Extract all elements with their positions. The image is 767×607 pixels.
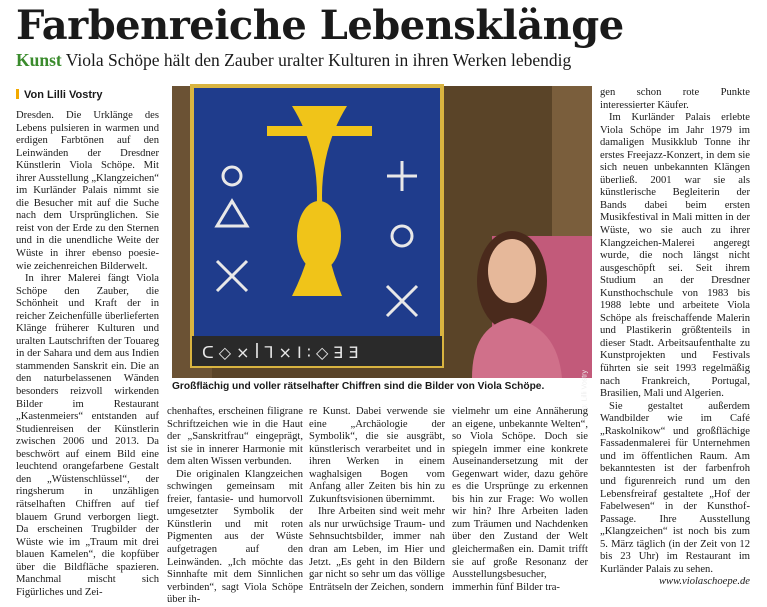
- subheadline: [16, 48, 761, 72]
- photo-caption: Großflächig und voller rätselhafter Chiffren sind die Bilder von Viola Schöpe.: [172, 381, 545, 392]
- article-column-2: [167, 406, 303, 606]
- article-column-1: [16, 110, 159, 598]
- article-column-4: [452, 406, 588, 593]
- painting-glyphs: ᑕ ◇ × ꟾ ⅂ × ꓲ ∶ ◇ ꓱ Ǝ: [202, 343, 359, 362]
- paragraph: chenhaftes, erscheinen filigrane Schriftzeichen wie in die Haut der „Sanskritfrau“ eingeprägt, ist sie in innerer Harmonie mit dem alten Wissen verbunden.: [167, 406, 303, 468]
- byline: [16, 88, 102, 102]
- article-column-5: [600, 87, 750, 588]
- kicker: Kunst: [16, 50, 62, 70]
- paragraph: Sie gestaltet außerdem Wandbilder wie im Café „Raskolnikow“ und großflächige Fassadenmalerei für Unternehmen und im öffentlichen Raum. Am bekanntesten ist der farbenfroh und figurenreich rund um den Lebensfreiraf gestaltete „Hof der Fabelwesen“ in der Kunsthof-Passage. Ihre Ausstellung „Klangzeichen“ ist noch bis zum 5. März täglich (in der Zeit von 12 bis 23 Uhr) im Restaurant im Kurländer Palais zu sehen.: [600, 400, 750, 575]
- paragraph: Die originalen Klangzeichen schwingen gemeinsam mit freier, fantasie- und humorvoll umgesetzter Symbolik der Künstlerin und mit roten Pigmenten aus der Wüste aufgetragen auf den Leinwänden. „Ich möchte das Sinnhafte mit dem Sinnlichen verbinden“, sagt Viola Schöpe über ih-: [167, 468, 303, 606]
- paragraph: Im Kurländer Palais erlebte Viola Schöpe im Jahr 1979 im damaligen Musikklub Tonne ihr erstes Freejazz-Konzert, in dem sie sich neuen unbekannten Klängen überließ. 2001 war sie als künstlerische Begleiterin der Bands dabei beim ersten Musikfestival in Mali mitten in der Wüste, wo sie auch zu ihrer Klangzeichen-Malerei angeregt wurde, die noch längst nicht ausgeschöpft sei. Seit ihrem Studium an der Dresdner Kunsthochschule von 1983 bis 1988 lebte und arbeitete Viola Schöpe als freischaffende Malerin und Plastikerin größtenteils in dieser Stadt. Arbeitsaufenthalte zu Kunstprojekten und Festivals führten sie seit 1993 regelmäßig nach Frankreich, Portugal, Brasilien, Mali und Algerien.: [600, 112, 750, 400]
- byline-marker-icon: [16, 89, 19, 99]
- article-column-3: [309, 406, 445, 593]
- paragraph: vielmehr um eine Annäherung an eigene, unbekannte Welten“, so Viola Schöpe. Doch sie spiegeln immer eine konkrete Auseinandersetzung mit der Gegenwart wider, dazu gehöre es die Ursprünge zu erkennen bis hin zur Frage: Wo wollen wir hin? Ihre Arbeiten laden zum Träumen und Nachdenken über den Zustand der Welt gleichermaßen ein. Damit trifft sie auf große Resonanz der Ausstellungsbesucher, immerhin fünf Bilder tra-: [452, 406, 588, 593]
- paragraph: In ihrer Malerei fängt Viola Schöpe den Zauber, die Schönheit und Kraft der in reicher Zeichenfülle überlieferten Klänge früherer Kulturen und uralten Lautschriften der Touareg in der Sahara und dem aus Indien stammenden Sanskrit ein. Die an den naturbelassenen Wänden besonders reizvoll wirkenden Bilder im Restaurant „Kastenmeiers“ entstanden auf Studienreisen der Künstlerin zwischen 2006 und 2013. Da beschwört auf einem Bild eine leuchtend orangefarbene Gestalt den „Wüstenschlüssel“, der ringsherum in unzähligen rätselhaften Chiffren auf tief blauem Grund verborgen liegt. Da erscheinen Trugbilder der Wüste wie im „Traum mit drei blauen Kamelen“, die kopfüber über die Bildfläche spazieren. Manchmal mischt sich Figürliches und Zei-: [16, 273, 159, 598]
- photo-credit: Foto: Lilli Vostry: [581, 370, 588, 420]
- byline-text: Von Lilli Vostry: [24, 89, 103, 101]
- paragraph: Dresden. Die Urklänge des Lebens pulsieren in warmen und erdigen Farbtönen auf den Leinwänden der Dresdner Künstlerin Viola Schöpe. Mit ihrer Ausstellung „Klangzeichen“ im Kurländer Palais nimmt sie die Besucher mit auf die Suche nach dem Ursprünglichen. Sie reist von der Erde zu den Sternen und in die unendliche Weite der Wüste in ihrer ebenso poesie- wie zeichenreichen Bilderwelt.: [16, 110, 159, 272]
- painting-with-artist-image: [172, 86, 592, 378]
- paragraph: re Kunst. Dabei verwende sie eine „Archäologie der Symbolik“, die sie ausgräbt, künstlerisch verarbeitet und in ihren Werken in einem waghalsigen Bogen vom Anfang aller Zeiten bis hin zu Zukunftsvisionen übernimmt.: [309, 406, 445, 505]
- website-link[interactable]: www.violaschoepe.de: [658, 576, 750, 588]
- subheadline-text: Viola Schöpe hält den Zauber uralter Kulturen in ihren Werken lebendig: [65, 50, 572, 70]
- paragraph: gen schon rote Punkte interessierter Käufer.: [600, 87, 750, 111]
- paragraph: Ihre Arbeiten sind weit mehr als nur urwüchsige Traum- und Sehnsuchtsbilder, immer nah dran am Leben, im Hier und Jetzt. „Es geht in den Bildern gar nicht so sehr um das völlige Enträtseln der Zeichen, sondern: [309, 506, 445, 593]
- headline: Farbenreiche Lebensklänge: [16, 2, 624, 49]
